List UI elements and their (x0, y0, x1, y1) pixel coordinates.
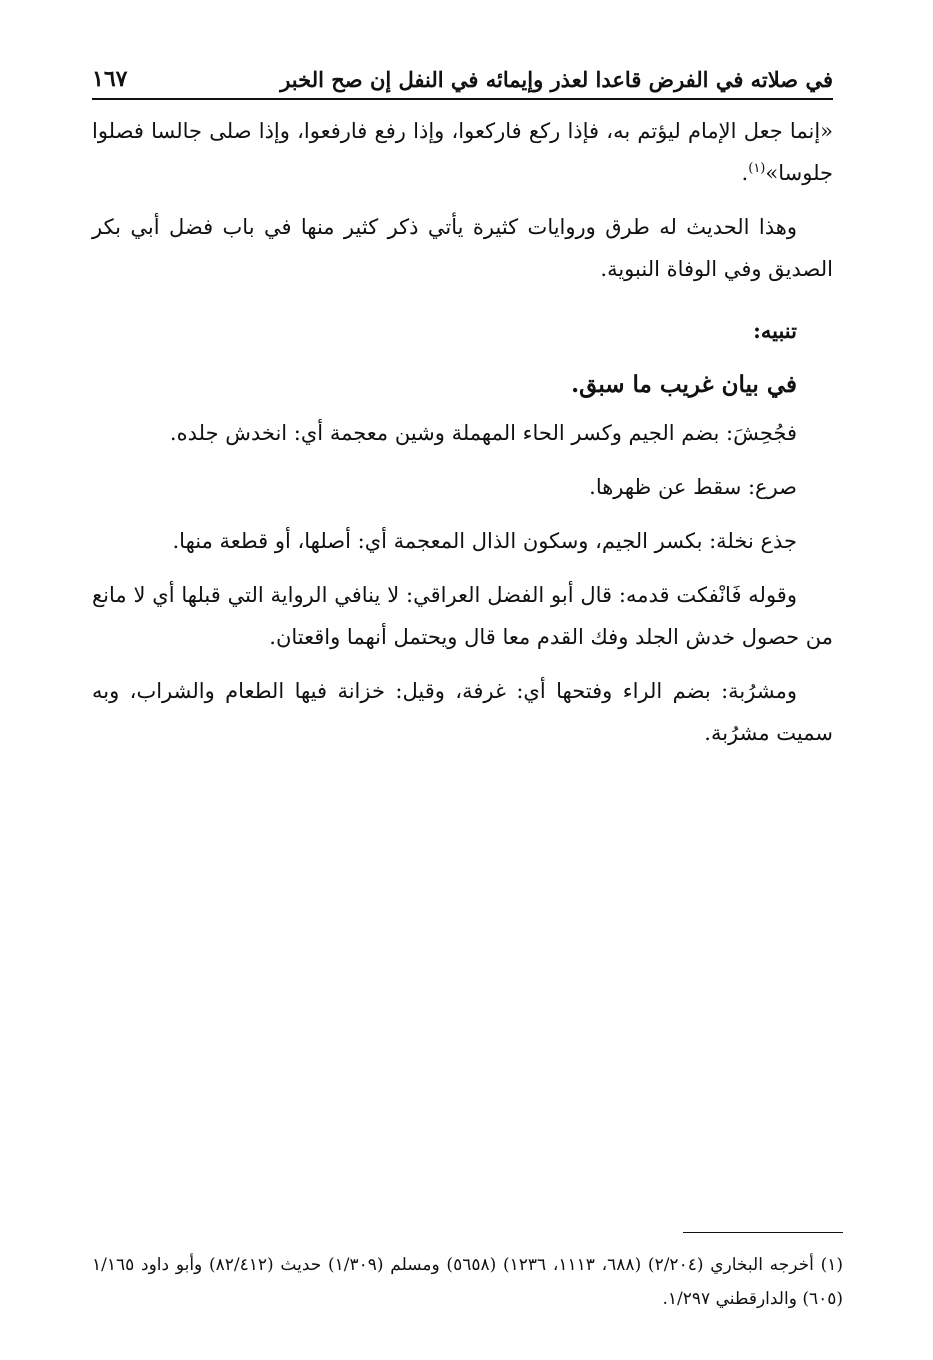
page-number: ١٦٧ (92, 66, 128, 92)
section-subheading: في بيان غريب ما سبق. (571, 371, 797, 398)
footnote-marker: (١) (748, 161, 766, 176)
running-title: في صلاته في الفرض قاعدا لعذر وإيمائه في النفل إن صح الخبر (280, 67, 833, 92)
main-text (92, 110, 833, 766)
gloss-sura: صرع: سقط عن ظهرها. (589, 475, 797, 499)
hadith-text: «إنما جعل الإمام ليؤتم به، فإذا ركع فاركعوا، وإذا رفع فارفعوا، وإذا صلى جالسا فصلوا جلوسا» (92, 119, 833, 185)
page-header (92, 52, 833, 100)
gloss-mashruba: ومشرُبة: بضم الراء وفتحها أي: غرفة، وقيل: خزانة فيها الطعام والشراب، وبه سميت مشرُبة. (92, 679, 833, 745)
paragraph-hadith (92, 110, 833, 194)
footnote-1: (١) أخرجه البخاري (٢/٢٠٤) (٦٨٨، ١١١٣، ١٢٣٦) (٥٦٥٨) ومسلم (١/٣٠٩) حديث (٨٢/٤١٢) وأبو داود ١/١٦٥ (٦٠٥) والدارقطني ١/٢٩٧. (92, 1255, 844, 1309)
gloss-jidh: جذع نخلة: بكسر الجيم، وسكون الذال المعجمة أي: أصلها، أو قطعة منها. (172, 529, 797, 553)
paragraph-turuq: وهذا الحديث له طرق وروايات كثيرة يأتي ذكر كثير منها في باب فضل أبي بكر الصديق وفي الوفاة النبوية. (92, 215, 833, 281)
footnotes (92, 1248, 843, 1328)
gloss-juhish: فجُحِشَ: بضم الجيم وكسر الحاء المهملة وشين معجمة أي: انخدش جلده. (169, 421, 797, 445)
footnote-divider (683, 1232, 843, 1233)
hadith-period: . (741, 161, 749, 185)
section-heading: تنبيه: (753, 318, 797, 343)
gloss-infakkat: وقوله فَانْفكت قدمه: قال أبو الفضل العراقي: لا ينافي الرواية التي قبلها أي لا مانع من حصول خدش الجلد وفك القدم معا قال ويحتمل أنهما واقعتان. (92, 583, 833, 649)
